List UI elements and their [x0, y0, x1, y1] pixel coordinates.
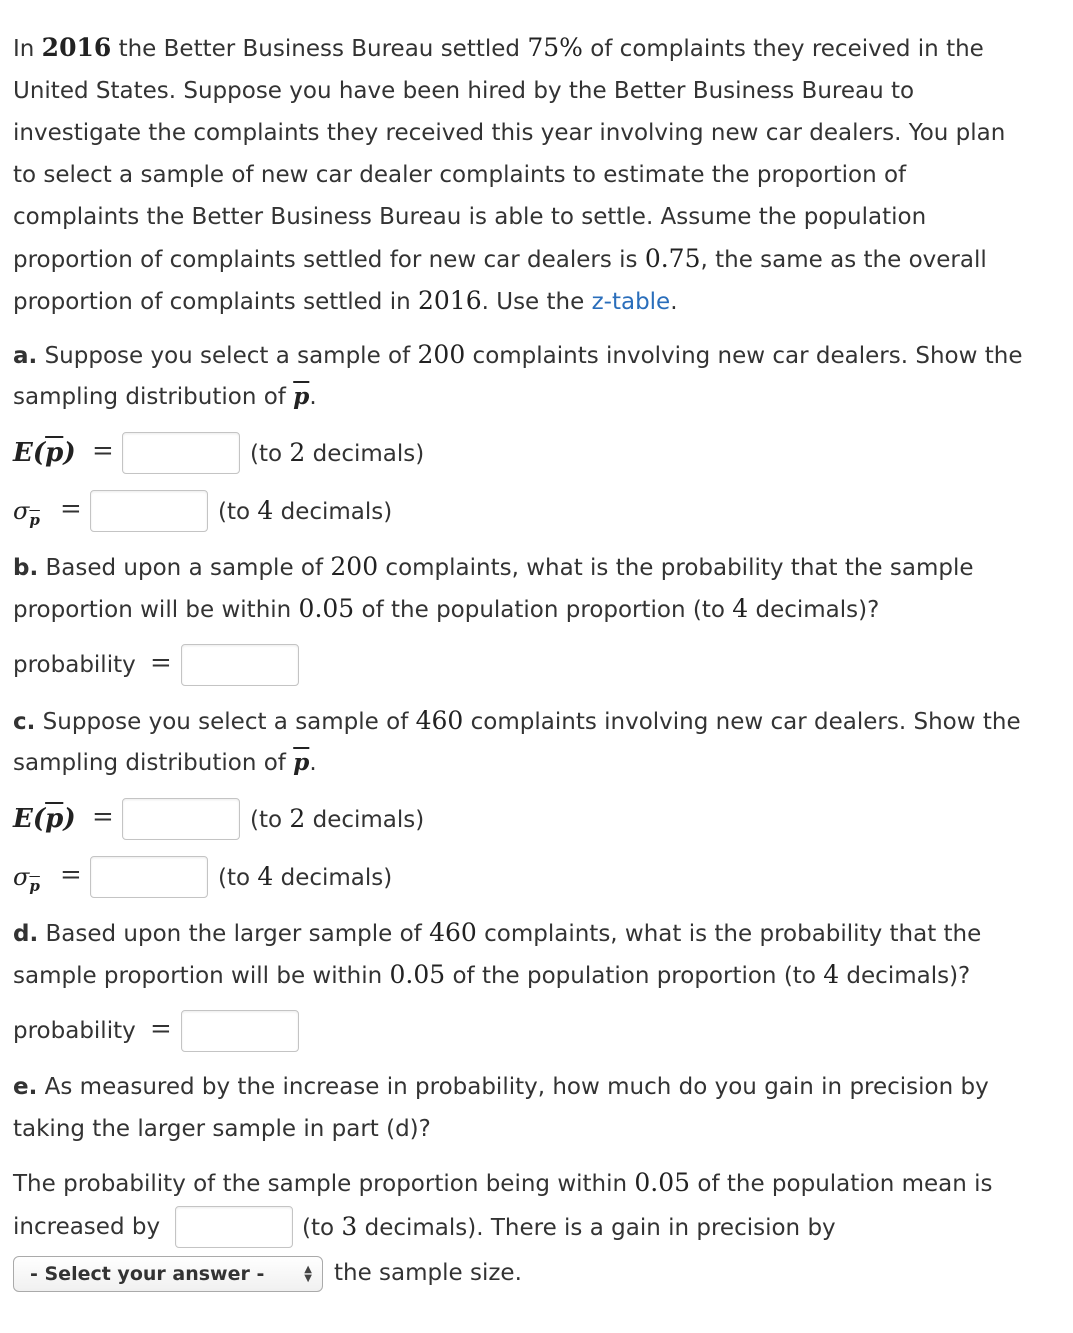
intro-line-1: In 2016 the Better Business Bureau settled 75% of complaints they received in the [13, 33, 984, 62]
equals-sign: = [92, 802, 114, 832]
part-e-line-2: taking the larger sample in part (d)? [13, 1116, 431, 1142]
intro-line-3: investigate the complaints they received this year involving new car dealers. You plan [13, 120, 1006, 146]
part-e-select-suffix: the sample size. [334, 1260, 522, 1286]
part-b-probability-input[interactable] [181, 644, 299, 686]
part-c-line-1: c. Suppose you select a sample of 460 complaints involving new car dealers. Show the [13, 706, 1021, 735]
part-a-ep-hint: (to 2 decimals) [250, 438, 425, 467]
part-b-line-2: proportion will be within 0.05 of the population proportion (to 4 decimals)? [13, 594, 880, 623]
part-c-sd-hint: (to 4 decimals) [218, 862, 393, 891]
part-a-sd-hint: (to 4 decimals) [218, 496, 393, 525]
precision-answer-select[interactable] [13, 1256, 323, 1292]
part-a-expected-value-input[interactable] [122, 432, 240, 474]
part-b-line-1: b. Based upon a sample of 200 complaints, what is the probability that the sample [13, 552, 974, 581]
intro-line-4: to select a sample of new car dealer complaints to estimate the proportion of [13, 162, 907, 188]
part-b-prob-label: probability [13, 652, 136, 678]
part-d-probability-input[interactable] [181, 1010, 299, 1052]
z-table-link[interactable]: z-table [591, 289, 671, 315]
part-d-line-2: sample proportion will be within 0.05 of the population proportion (to 4 decimals)? [13, 960, 971, 989]
part-a-sigma-label: $\sigma_{\overline{p}}$ [13, 497, 40, 529]
intro-line-7: proportion of complaints settled in 2016. Use the z-table. [13, 286, 678, 315]
select-label: - Select your answer - [30, 1263, 265, 1285]
part-a-ep-label: $E(\overline{p})$ [13, 438, 76, 468]
intro-line-6: proportion of complaints settled for new car dealers is 0.75, the same as the overall [13, 244, 987, 273]
intro-line-5: complaints the Better Business Bureau is able to settle. Assume the population [13, 204, 927, 230]
part-c-ep-label: $E(\overline{p})$ [13, 804, 76, 834]
part-e-hint: (to 3 decimals). There is a gain in precision by [302, 1212, 836, 1241]
part-e-increased-by-label: increased by [13, 1214, 161, 1240]
part-e-line-1: e. As measured by the increase in probability, how much do you gain in precision by [13, 1074, 989, 1100]
equals-sign: = [60, 494, 82, 524]
part-c-ep-hint: (to 2 decimals) [250, 804, 425, 833]
part-a-std-error-input[interactable] [90, 490, 208, 532]
part-c-expected-value-input[interactable] [122, 798, 240, 840]
part-c-line-2: sampling distribution of $\overline{p}$. [13, 749, 317, 776]
equals-sign: = [150, 1014, 172, 1044]
equals-sign: = [60, 860, 82, 890]
part-a-line-1: a. Suppose you select a sample of 200 complaints involving new car dealers. Show the [13, 340, 1023, 369]
part-e-increase-input[interactable] [175, 1206, 293, 1248]
part-d-prob-label: probability [13, 1018, 136, 1044]
part-c-sigma-label: $\sigma_{\overline{p}}$ [13, 863, 40, 895]
equals-sign: = [150, 648, 172, 678]
intro-line-2: United States. Suppose you have been hired by the Better Business Bureau to [13, 78, 915, 104]
part-e-line-3: The probability of the sample proportion being within 0.05 of the population mean is [13, 1168, 993, 1197]
part-d-line-1: d. Based upon the larger sample of 460 complaints, what is the probability that the [13, 918, 982, 947]
chevron-updown-icon: ▲ ▼ [304, 1264, 312, 1284]
equals-sign: = [92, 436, 114, 466]
part-c-std-error-input[interactable] [90, 856, 208, 898]
part-a-line-2: sampling distribution of $\overline{p}$. [13, 383, 317, 410]
